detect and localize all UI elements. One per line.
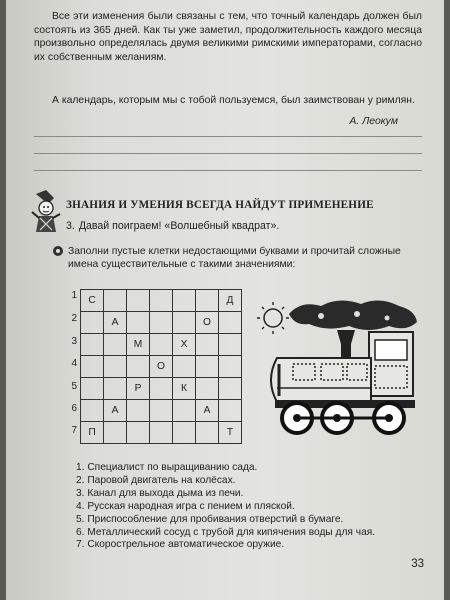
clown-mascot-icon (28, 188, 62, 238)
grid-cell[interactable]: М (127, 334, 150, 356)
circle-bullet-icon (53, 246, 63, 256)
answer-line (34, 136, 422, 137)
row-number: 5 (71, 381, 77, 392)
steam-locomotive-illustration (249, 292, 421, 442)
grid-cell[interactable] (104, 422, 127, 444)
grid-cell[interactable]: О (150, 356, 173, 378)
grid-cell[interactable] (150, 312, 173, 334)
grid-cell[interactable]: Р (127, 378, 150, 400)
grid-cell[interactable] (219, 400, 242, 422)
grid-cell[interactable] (127, 290, 150, 312)
grid-cell[interactable] (81, 356, 104, 378)
grid-cell[interactable] (127, 312, 150, 334)
grid-cell[interactable] (127, 422, 150, 444)
task-instruction: Заполни пустые клетки недостающими буквами и прочитай сложные имена существительные с такими значениями: (68, 246, 401, 271)
grid-cell[interactable] (219, 312, 242, 334)
grid-cell[interactable] (81, 312, 104, 334)
list-item: 6. Металлический сосуд с трубой для кипячения воды для чая. (76, 526, 376, 538)
row-number: 2 (71, 313, 77, 324)
grid-cell[interactable] (127, 356, 150, 378)
grid-cell[interactable]: А (104, 400, 127, 422)
magic-square-grid (80, 289, 242, 444)
grid-row (81, 334, 242, 356)
task-title: 3. Давай поиграем! «Волшебный квадрат». (66, 220, 280, 232)
grid-cell[interactable]: О (196, 312, 219, 334)
list-item: 5. Приспособление для пробивания отверстий в бумаге. (76, 513, 344, 525)
row-number: 7 (71, 425, 77, 436)
grid-cell[interactable] (150, 422, 173, 444)
grid-cell[interactable] (104, 334, 127, 356)
grid-cell[interactable] (173, 312, 196, 334)
grid-row (81, 356, 242, 378)
grid-cell[interactable] (196, 290, 219, 312)
grid-cell[interactable]: П (81, 422, 104, 444)
grid-cell[interactable] (150, 290, 173, 312)
grid-cell[interactable] (81, 378, 104, 400)
grid-cell[interactable]: А (104, 312, 127, 334)
row-number: 4 (71, 358, 77, 369)
grid-cell[interactable] (150, 334, 173, 356)
text-paragraph-2: А календарь, которым мы с тобой пользуемся, был заимствован у римлян. (52, 95, 415, 106)
row-number: 1 (71, 290, 77, 301)
clue-list (76, 462, 375, 552)
sun-icon (257, 302, 289, 334)
row-number: 3 (71, 336, 77, 347)
grid-cell[interactable] (196, 356, 219, 378)
grid-cell[interactable] (81, 334, 104, 356)
grid-cell[interactable]: К (173, 378, 196, 400)
grid-cell[interactable]: А (196, 400, 219, 422)
grid-cell[interactable] (219, 356, 242, 378)
grid-row (81, 400, 242, 422)
grid-cell[interactable]: Х (173, 334, 196, 356)
grid-cell[interactable] (196, 422, 219, 444)
answer-line (34, 170, 422, 171)
section-heading: ЗНАНИЯ И УМЕНИЯ ВСЕГДА НАЙДУТ ПРИМЕНЕНИЕ (66, 199, 374, 211)
grid-row (81, 422, 242, 444)
grid-cell[interactable]: Д (219, 290, 242, 312)
row-number: 6 (71, 403, 77, 414)
grid-row (81, 378, 242, 400)
list-item: 1. Специалист по выращиванию сада. (76, 462, 258, 473)
grid-cell[interactable] (150, 400, 173, 422)
grid-cell[interactable] (173, 422, 196, 444)
grid-cell[interactable] (127, 400, 150, 422)
grid-cell[interactable]: Т (219, 422, 242, 444)
grid-cell[interactable] (196, 378, 219, 400)
grid-cell[interactable] (104, 290, 127, 312)
grid-row (81, 312, 242, 334)
answer-line (34, 153, 422, 154)
grid-cell[interactable] (150, 378, 173, 400)
list-item: 3. Канал для выхода дыма из печи. (76, 487, 244, 499)
list-item: 4. Русская народная игра с пением и пляской. (76, 500, 295, 512)
page-number: 33 (411, 558, 424, 570)
grid-cell[interactable] (173, 400, 196, 422)
grid-cell[interactable] (104, 378, 127, 400)
text-paragraph-1: Все эти изменения были связаны с тем, что точный календарь должен был состоять из 365 дней. Как ты уже заметил, продолжительность каждого месяца произвольно определялась двумя великими римскими императорами, согласно их собственным желаниям. (34, 11, 422, 63)
grid-cell[interactable] (104, 356, 127, 378)
grid-cell[interactable] (196, 334, 219, 356)
grid-row (81, 290, 242, 312)
list-item: 7. Скорострельное автоматическое оружие. (76, 539, 285, 551)
grid-cell[interactable] (81, 400, 104, 422)
list-item: 2. Паровой двигатель на колёсах. (76, 474, 236, 486)
grid-cell[interactable] (173, 356, 196, 378)
grid-cell[interactable] (219, 378, 242, 400)
grid-cell[interactable]: С (81, 290, 104, 312)
grid-cell[interactable] (219, 334, 242, 356)
grid-cell[interactable] (173, 290, 196, 312)
author-signature: А. Леокум (349, 116, 398, 127)
workbook-page (6, 0, 444, 600)
